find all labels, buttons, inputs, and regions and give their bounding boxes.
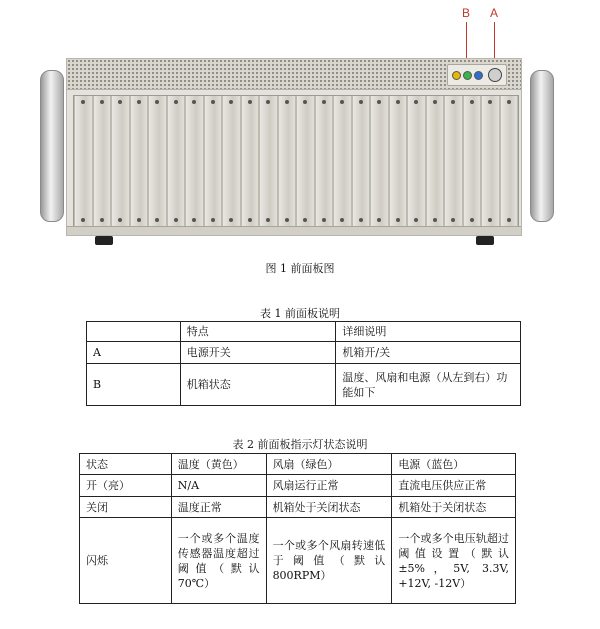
card-slot xyxy=(297,96,314,226)
card-slot xyxy=(75,96,92,226)
table2-caption: 表 2 前面板指示灯状态说明 xyxy=(232,438,368,451)
table-row xyxy=(80,475,516,497)
indicator-status-table xyxy=(79,453,516,604)
table-cell: 一个或多个电压轨超过阈值设置（默认±5%，5V, 3.3V, +12V, -12V） xyxy=(392,518,516,604)
card-slot xyxy=(242,96,259,226)
card-slot xyxy=(205,96,222,226)
table-cell: 机箱开/关 xyxy=(336,342,521,364)
left-foot xyxy=(95,236,113,245)
right-handle xyxy=(530,70,554,222)
card-slot xyxy=(186,96,203,226)
table-header-row xyxy=(80,454,516,475)
table-cell: 关闭 xyxy=(80,497,172,518)
table-header-row xyxy=(87,322,521,342)
table-row xyxy=(80,497,516,518)
table-header-cell: 状态 xyxy=(80,454,172,475)
front-panel-table xyxy=(86,321,521,406)
table-cell: 温度、风扇和电源（从左到右）功能如下 xyxy=(336,364,521,406)
callout-b-label: B xyxy=(462,6,471,20)
callout-a-line xyxy=(494,22,495,62)
card-slot xyxy=(334,96,351,226)
table-cell: 直流电压供应正常 xyxy=(392,475,516,497)
card-slot xyxy=(168,96,185,226)
card-slot xyxy=(427,96,444,226)
table-cell: 机箱处于关闭状态 xyxy=(392,497,516,518)
card-slot xyxy=(131,96,148,226)
table-header-cell: 详细说明 xyxy=(336,322,521,342)
table-row xyxy=(87,364,521,406)
table-cell: 风扇运行正常 xyxy=(266,475,392,497)
figure-caption: 图 1 前面板图 xyxy=(265,262,335,275)
card-slot xyxy=(279,96,296,226)
card-slot xyxy=(371,96,388,226)
card-slot xyxy=(94,96,111,226)
card-bay xyxy=(73,95,519,227)
table-cell: 温度正常 xyxy=(171,497,266,518)
table-row xyxy=(80,518,516,604)
table1-caption: 表 1 前面板说明 xyxy=(260,307,340,320)
bottom-vent-strip xyxy=(67,226,521,235)
table-cell: 一个或多个风扇转速低于阈值（默认 800RPM） xyxy=(266,518,392,604)
right-foot xyxy=(476,236,494,245)
card-slot xyxy=(445,96,462,226)
table-cell: A xyxy=(87,342,181,364)
left-handle xyxy=(40,70,64,222)
table-header-cell xyxy=(87,322,181,342)
callout-a-label: A xyxy=(490,6,499,20)
fan-led-icon xyxy=(463,71,472,80)
table-cell: 电源开关 xyxy=(180,342,336,364)
table-header-cell: 电源（蓝色） xyxy=(392,454,516,475)
card-slot xyxy=(408,96,425,226)
card-slot xyxy=(482,96,499,226)
card-slot xyxy=(501,96,518,226)
chassis-body xyxy=(66,58,522,236)
temperature-led-icon xyxy=(452,71,461,80)
table-cell: 闪烁 xyxy=(80,518,172,604)
card-slot xyxy=(112,96,129,226)
table-cell: N/A xyxy=(171,475,266,497)
callout-b-line xyxy=(466,22,467,62)
table-row xyxy=(87,342,521,364)
power-led-icon xyxy=(474,71,483,80)
card-slot xyxy=(223,96,240,226)
card-slot xyxy=(149,96,166,226)
card-slot xyxy=(316,96,333,226)
table-header-cell: 特点 xyxy=(180,322,336,342)
table-cell: B xyxy=(87,364,181,406)
card-slot xyxy=(353,96,370,226)
table-cell: 机箱处于关闭状态 xyxy=(266,497,392,518)
table-header-cell: 温度（黄色） xyxy=(171,454,266,475)
power-switch-icon[interactable] xyxy=(488,68,502,82)
card-slot xyxy=(390,96,407,226)
front-panel-figure xyxy=(0,0,600,260)
table-cell: 开（亮） xyxy=(80,475,172,497)
status-control-box xyxy=(447,64,507,86)
table-cell: 一个或多个温度传感器温度超过阈值（默认 70℃） xyxy=(171,518,266,604)
table-header-cell: 风扇（绿色） xyxy=(266,454,392,475)
card-slot xyxy=(260,96,277,226)
card-slot xyxy=(464,96,481,226)
table-cell: 机箱状态 xyxy=(180,364,336,406)
vent-strip xyxy=(67,59,521,90)
